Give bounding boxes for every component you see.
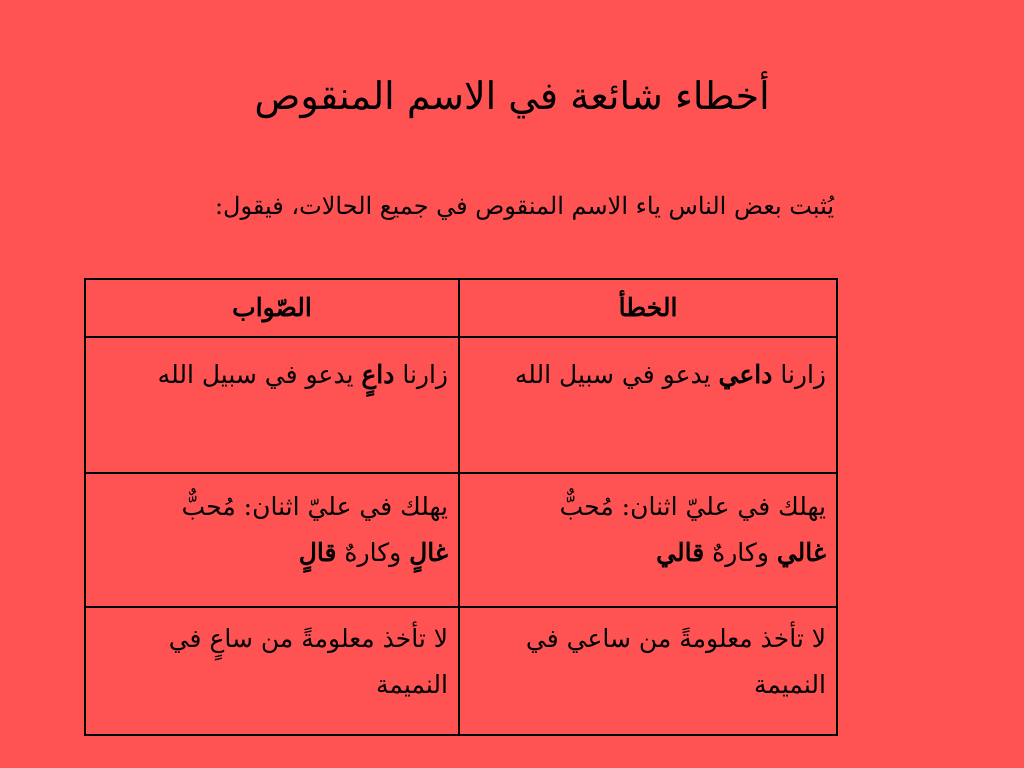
text-part: يدعو في سبيل الله — [514, 360, 719, 389]
table-row — [85, 473, 837, 607]
cell-correct-2 — [85, 473, 459, 607]
text-part: النميمة — [754, 670, 826, 699]
text-part: زارنا — [394, 360, 448, 389]
table-header-row — [85, 279, 837, 337]
table-row — [85, 607, 837, 735]
highlighted-word: غالٍ — [409, 538, 448, 567]
text-part: يهلك في عليّ اثنان: مُحبٌّ — [181, 492, 448, 521]
text-part: لا تأخذ معلومةً من ساعي في — [525, 624, 826, 653]
text-part: لا تأخذ معلومةً من ساعٍ في — [168, 624, 448, 653]
highlighted-word: غالي — [776, 538, 826, 567]
highlighted-word: داعٍ — [361, 360, 395, 389]
cell-wrong-3 — [459, 607, 837, 735]
cell-wrong-1 — [459, 337, 837, 473]
text-part: النميمة — [376, 670, 448, 699]
cell-wrong-2 — [459, 473, 837, 607]
highlighted-word: داعي — [718, 360, 773, 389]
intro-text: يُثبت بعض الناس ياء الاسم المنقوص في جميع الحالات، فيقول: — [214, 192, 834, 220]
header-wrong: الخطأ — [459, 279, 837, 337]
text-part: وكارهٌ — [704, 538, 777, 567]
highlighted-word: قالي — [656, 538, 705, 567]
text-part: يهلك في عليّ اثنان: مُحبٌّ — [559, 492, 826, 521]
slide-title: أخطاء شائعة في الاسم المنقوص — [254, 74, 770, 118]
table-row — [85, 337, 837, 473]
cell-correct-3 — [85, 607, 459, 735]
comparison-table — [84, 278, 838, 736]
cell-correct-1 — [85, 337, 459, 473]
text-part: يدعو في سبيل الله — [157, 360, 362, 389]
highlighted-word: قالٍ — [298, 538, 337, 567]
header-correct: الصّواب — [85, 279, 459, 337]
text-part: زارنا — [772, 360, 826, 389]
text-part: وكارهٌ — [336, 538, 410, 567]
